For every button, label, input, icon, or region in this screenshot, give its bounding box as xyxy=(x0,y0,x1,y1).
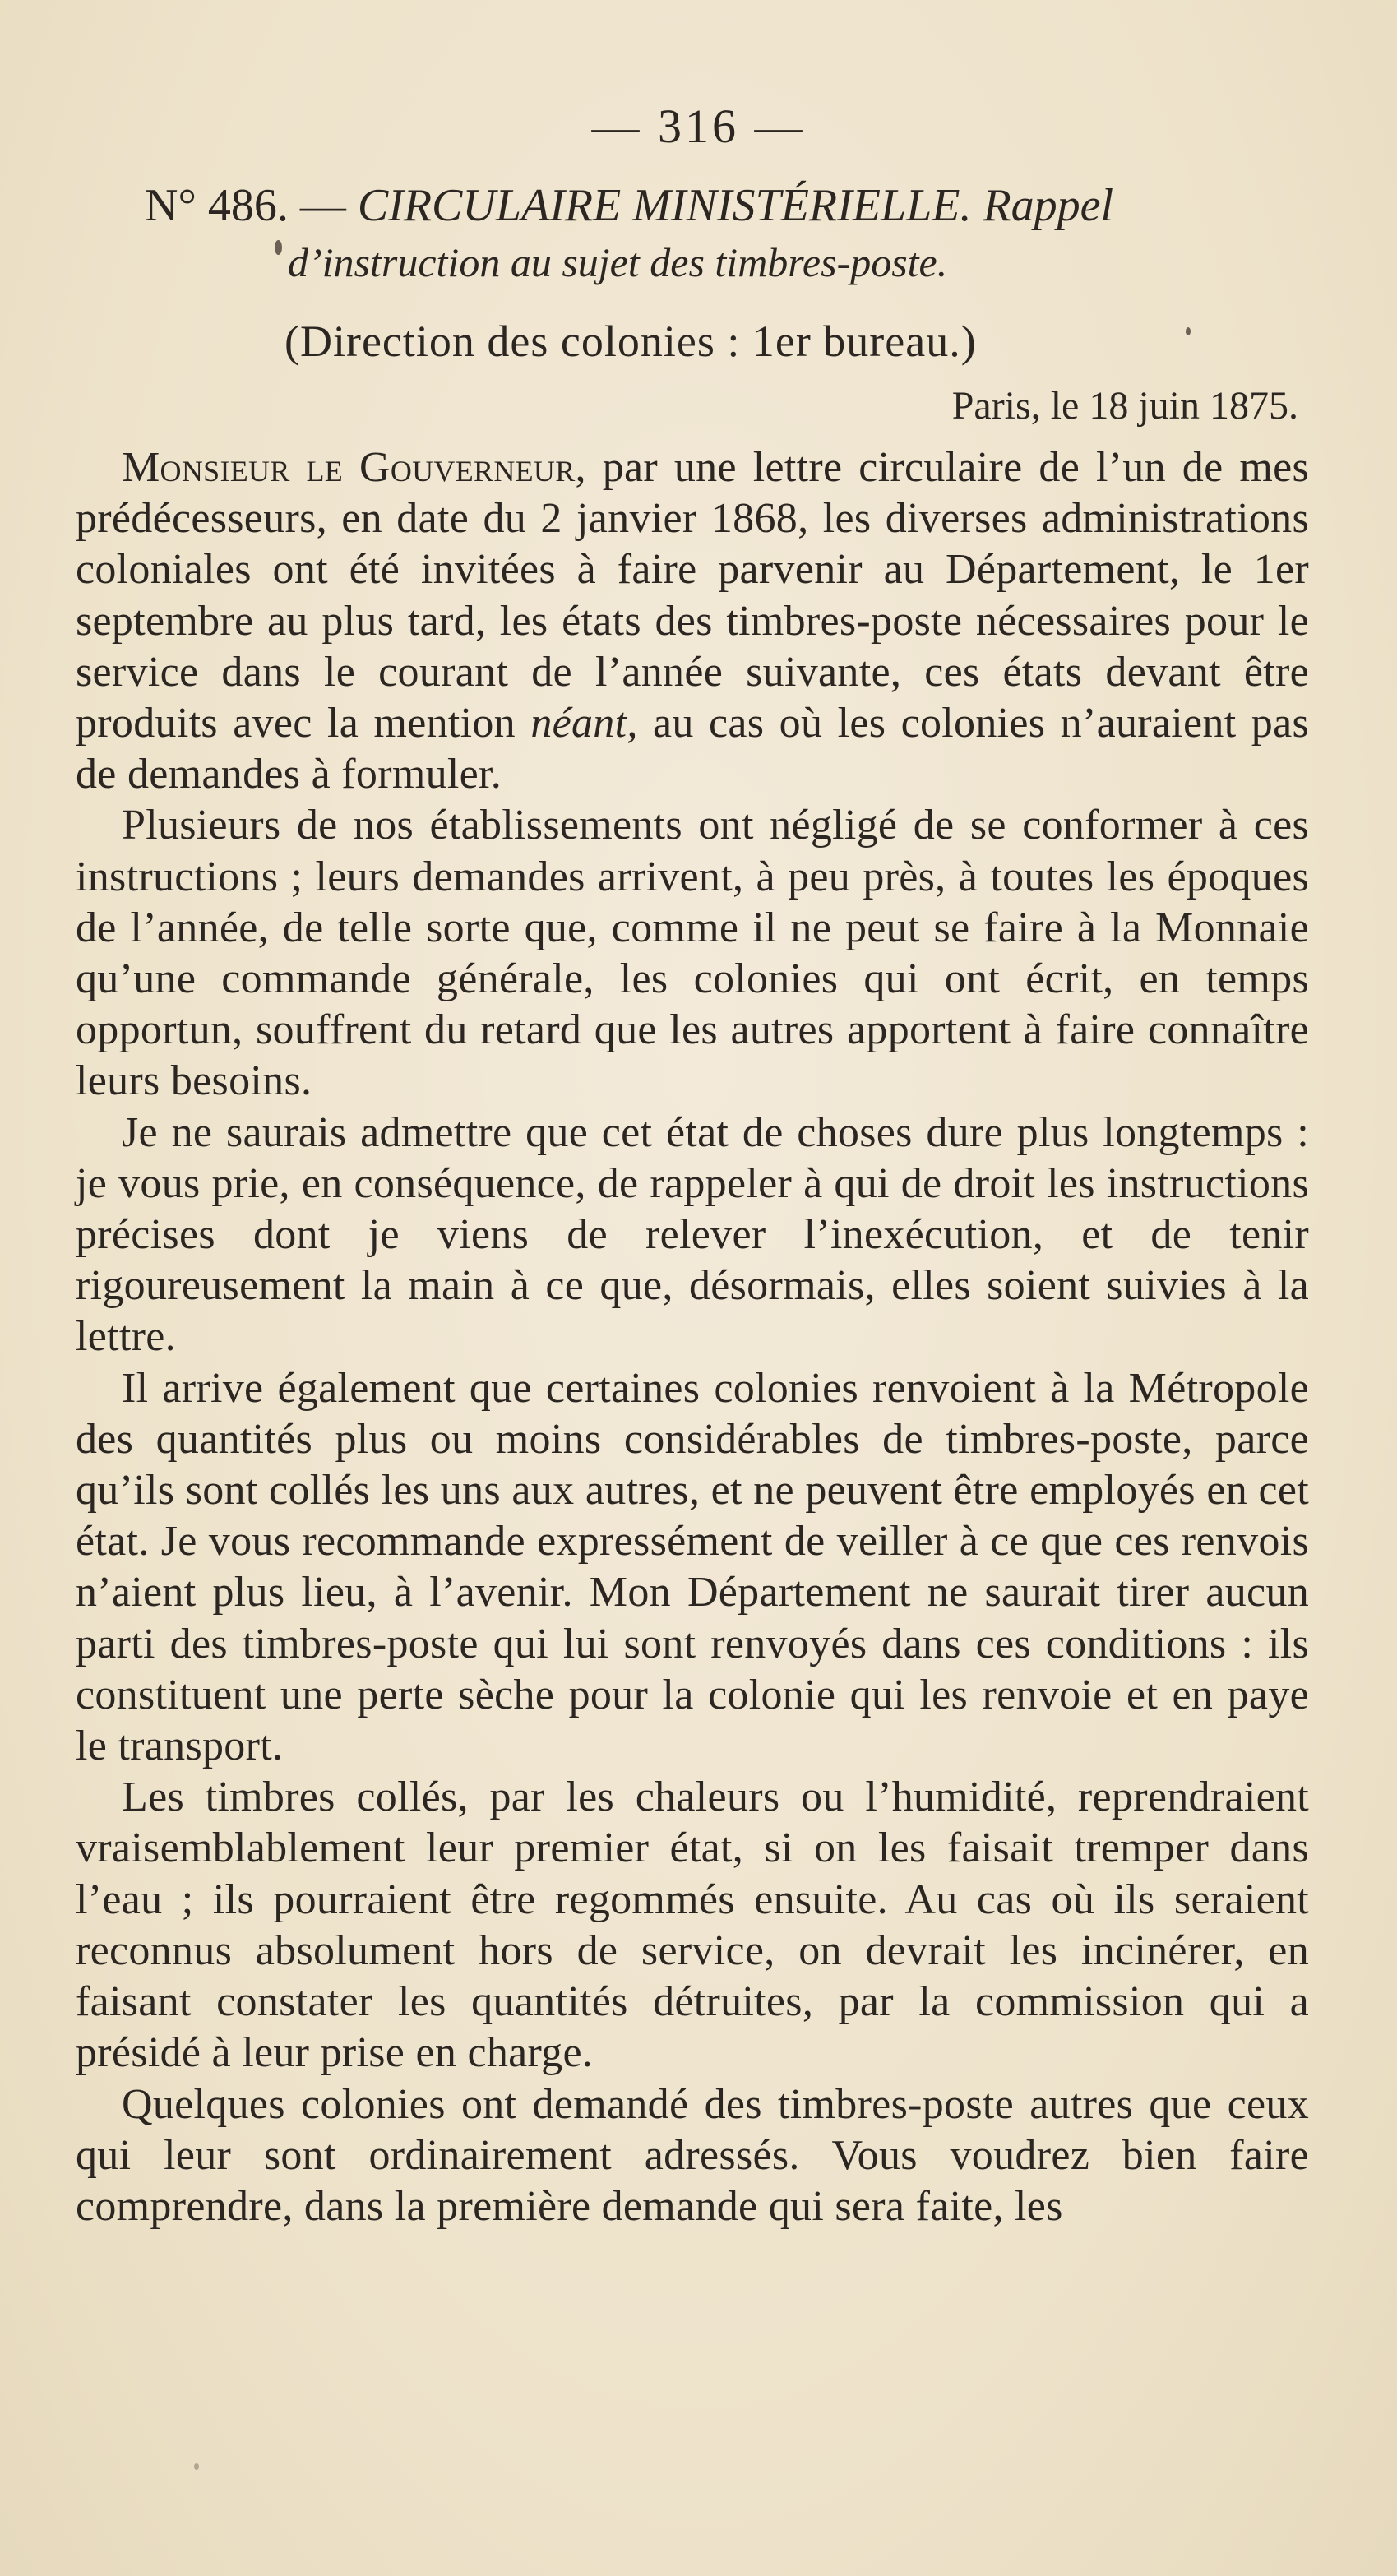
ink-spot xyxy=(1186,327,1191,335)
circular-title: CIRCULAIRE MINISTÉRIELLE. Rappel xyxy=(357,180,1114,231)
paragraph-emphasis: néant, xyxy=(530,700,638,747)
ink-spot xyxy=(194,2463,199,2470)
paragraph-text: au cas où les colonies n’auraient pas de demandes à formuler. xyxy=(76,700,1309,798)
circular-number: N° 486. — xyxy=(145,180,346,231)
paragraph-text: par une lettre circulaire de l’un de mes prédécesseurs, en date du 2 janvier 1868, les diverses administrations coloniales ont été invitées à faire parvenir au Département, le 1er septembre au plus tard, les états des timbres-poste nécessaires pour le service dans le courant de l’année suivante, ces états devant être produits avec la mention xyxy=(76,444,1310,747)
direction-line: (Direction des colonies : 1er bureau.) xyxy=(284,317,977,366)
ink-spot xyxy=(275,240,282,255)
paragraph: Il arrive également que certaines colonies renvoient à la Métropole des quantités plus ou moins considérables de timbres-poste, parce qu’ils sont collés les uns aux autres, et ne peuvent être employés en cet état. Je vous recommande expressément de veiller à ce que ces renvois n’aient plus lieu, à l’avenir. Mon Département ne saurait tirer aucun parti des timbres-poste qui lui sont renvoyés dans ces conditions : ils constituent une perte sèche pour la colonie qui les renvoie et en paye le transport. xyxy=(76,1364,1309,1770)
salutation: Monsieur le Gouverneur, xyxy=(122,444,586,491)
document-title xyxy=(145,179,1321,232)
paragraph xyxy=(76,442,1309,800)
paragraph: Les timbres collés, par les chaleurs ou l’humidité, reprendraient vraisemblablement leur premier état, si on les faisait tremper dans l’eau ; ils pourraient être regommés ensuite. Au cas où ils seraient reconnus absolument hors de service, on devrait les incinérer, en faisant constater les quantités détruites, par la commission qui a présidé à leur prise en charge. xyxy=(76,1774,1309,2077)
letter-body xyxy=(76,442,1309,2232)
dateline: Paris, le 18 juin 1875. xyxy=(951,384,1298,428)
paragraph: Je ne saurais admettre que cet état de choses dure plus longtemps : je vous prie, en conséquence, de rappeler à qui de droit les instructions précises dont je viens de relever l’inexécution, et de tenir rigoureusement la main à ce que, désormais, elles soient suivies à la lettre. xyxy=(76,1108,1309,1361)
paragraph: Quelques colonies ont demandé des timbres-poste autres que ceux qui leur sont ordinairement adressés. Vous voudrez bien faire comprendre, dans la première demande qui sera faite, les xyxy=(76,2080,1309,2230)
document-subtitle: d’instruction au sujet des timbres-poste. xyxy=(288,239,948,285)
paragraph: Plusieurs de nos établissements ont négligé de se conformer à ces instructions ; leurs demandes arrivent, à peu près, à toutes les époques de l’année, de telle sorte que, comme il ne peut se faire à la Monnaie qu’une commande générale, les colonies qui ont écrit, en temps opportun, souffrent du retard que les autres apportent à faire connaître leurs besoins. xyxy=(76,802,1309,1105)
page-number: — 316 — xyxy=(591,99,806,153)
